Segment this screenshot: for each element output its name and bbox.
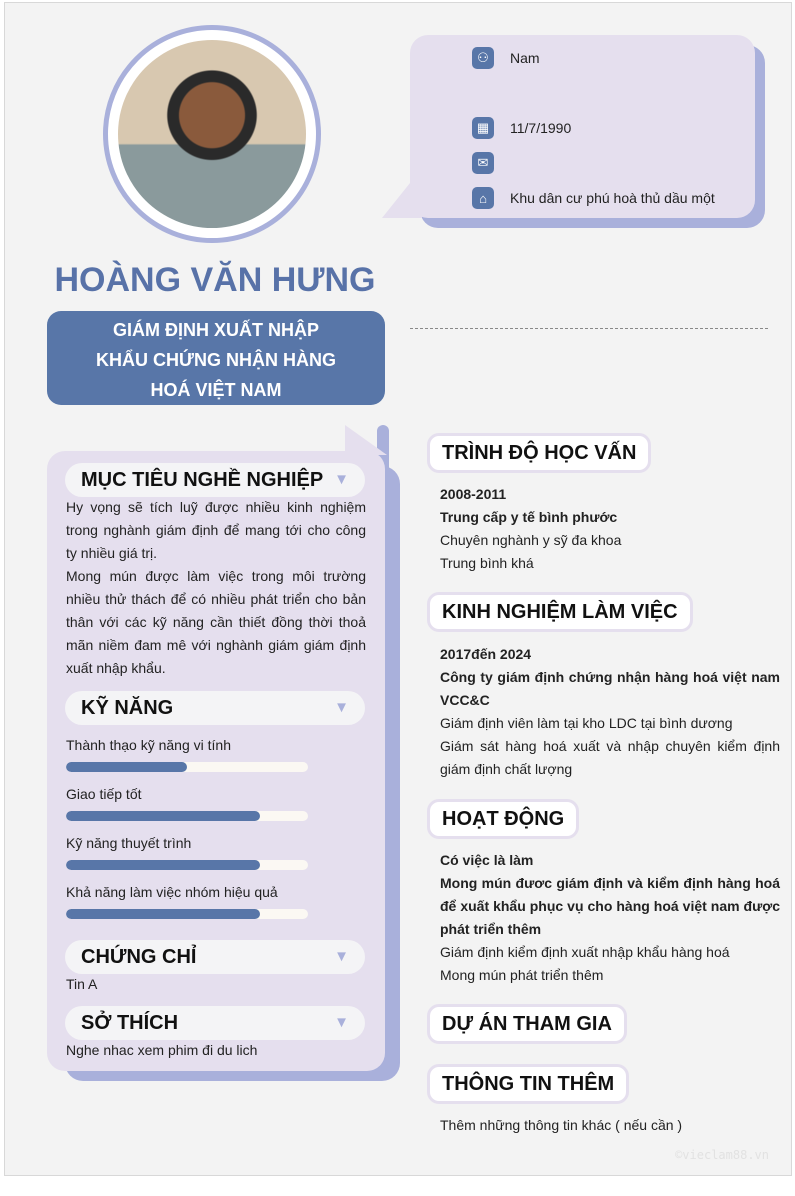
major: Chuyên nghành y sỹ đa khoa: [440, 532, 622, 548]
avatar-frame: [103, 25, 321, 243]
calendar-icon: ▦: [472, 117, 494, 139]
education-content: [440, 483, 780, 575]
gender: Nam: [510, 50, 540, 66]
skills-header: [65, 691, 365, 725]
activities-header: HOẠT ĐỘNG: [427, 799, 579, 839]
hobbies-header: [65, 1006, 365, 1040]
job-title-line: GIÁM ĐỊNH XUẤT NHẬP: [113, 320, 319, 340]
description: Giám định viên làm tại kho LDC tại bình dương: [440, 715, 733, 731]
skill-label: Thành thạo kỹ năng vi tính: [66, 737, 231, 753]
activity: Có việc là làm: [440, 852, 534, 868]
hobbies-text: Nghe nhac xem phim đi du lich: [66, 1042, 258, 1058]
activities-content: [440, 849, 780, 987]
birthday: 11/7/1990: [510, 120, 572, 136]
skill-label: Khả năng làm việc nhóm hiệu quả: [66, 884, 278, 900]
job-title-line: HOÁ VIỆT NAM: [150, 380, 282, 400]
school: Trung cấp y tế bình phước: [440, 509, 618, 525]
paragraph: Hy vọng sẽ tích luỹ được nhiều kinh nghiệm trong nghành giám định để mang tới cho công ty nhiều giá trị.: [66, 499, 366, 561]
company: Công ty giám định chứng nhận hàng hoá việt nam VCC&C: [440, 669, 780, 708]
education-header: TRÌNH ĐỘ HỌC VẤN: [427, 433, 651, 473]
period: 2017đến 2024: [440, 646, 532, 662]
period: 2008-2011: [440, 486, 507, 502]
triangle-down-icon: ▼: [334, 699, 349, 716]
home-icon: ⌂: [472, 187, 494, 209]
certs-text: Tin A: [66, 976, 98, 992]
triangle-down-icon: ▼: [334, 1014, 349, 1031]
description: Mong mún phát triển thêm: [440, 967, 604, 983]
skill-bar: [66, 909, 308, 919]
address: Khu dân cư phú hoà thủ dầu một: [510, 190, 715, 206]
section-title: KỸ NĂNG: [81, 697, 174, 719]
experience-content: [440, 643, 780, 781]
email-icon: ✉: [472, 152, 494, 174]
paragraph: Mong mún được làm việc trong môi trường nhiều thử thách để có nhiều phát triển cho bản thân với các kỹ năng cần thiết đồng thời thoả mãn niềm đam mê với nghành giám giám định xuất nhập khẩu.: [66, 568, 366, 676]
watermark: ©vieclam88.vn: [675, 1148, 769, 1162]
skill-bar: [66, 860, 308, 870]
description: Giám định kiểm định xuất nhập khẩu hàng hoá: [440, 944, 730, 960]
description: Giám sát hàng hoá xuất và nhập chuyên kiểm định giám định chất lượng: [440, 738, 780, 777]
gender-icon: ⚇: [472, 47, 494, 69]
section-title: SỞ THÍCH: [81, 1012, 179, 1034]
activity: Mong mún đươc giám định và kiểm định hàng hoá để xuất khẩu phục vụ cho hàng hoá việt nam được phát triển thêm: [440, 875, 780, 937]
skill-bar: [66, 762, 308, 772]
experience-header: KINH NGHIỆM LÀM VIỆC: [427, 592, 693, 632]
more-info-text: Thêm những thông tin khác ( nếu cần ): [440, 1117, 683, 1133]
section-title: CHỨNG CHỈ: [81, 946, 197, 968]
section-title: MỤC TIÊU NGHỀ NGHIỆP: [81, 469, 324, 491]
more-info-header: THÔNG TIN THÊM: [427, 1064, 629, 1104]
triangle-down-icon: ▼: [334, 948, 349, 965]
left-panel: [47, 451, 385, 1071]
triangle-down-icon: ▼: [334, 471, 349, 488]
contact-card: [410, 35, 755, 218]
objective-header: [65, 463, 365, 497]
skill-bar-fill: [66, 811, 260, 821]
cv-page: [4, 2, 792, 1176]
job-title: [47, 311, 385, 405]
certs-header: [65, 940, 365, 974]
job-title-line: KHẨU CHỨNG NHẬN HÀNG: [96, 350, 336, 370]
skill-bar: [66, 811, 308, 821]
projects-header: DỰ ÁN THAM GIA: [427, 1004, 627, 1044]
skill-label: Giao tiếp tốt: [66, 786, 142, 802]
divider: [410, 328, 768, 329]
skill-bar-fill: [66, 762, 187, 772]
grade: Trung bình khá: [440, 555, 534, 571]
avatar: [118, 40, 306, 228]
skill-label: Kỹ năng thuyết trình: [66, 835, 192, 851]
objective-text: [66, 496, 366, 680]
skill-bar-fill: [66, 909, 260, 919]
skill-bar-fill: [66, 860, 260, 870]
full-name: HOÀNG VĂN HƯNG: [54, 261, 376, 299]
